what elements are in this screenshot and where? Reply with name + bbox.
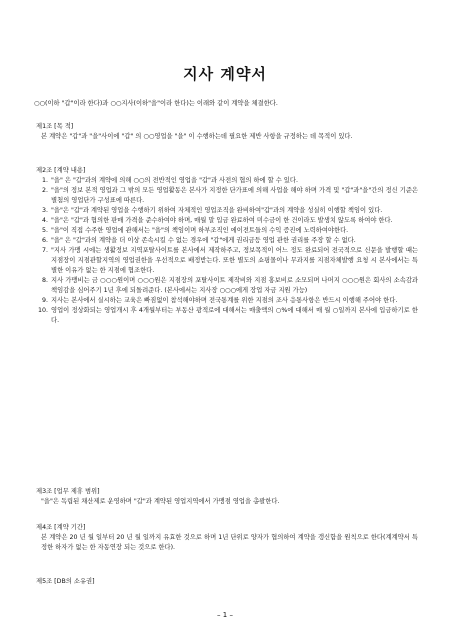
list-item — [36, 186, 418, 206]
item-number: 2. — [41, 187, 48, 194]
article-3-heading: 제3조 [업무 제휴 범위] — [36, 488, 100, 495]
item-number: 5. — [41, 227, 48, 234]
list-item — [36, 236, 418, 246]
item-text: "을" 은 "갑"과의 계약에 의해 ○○의 전반적인 영업을 "갑"과 사전의 협의 하에 할 수 있다. — [51, 177, 298, 184]
page-number: – 1 – — [217, 611, 233, 619]
article-4-heading: 제4조 [계약 기간] — [36, 524, 86, 531]
item-number: 10. — [37, 307, 48, 314]
item-text: 지사는 본사에서 실시하는 교육은 빠짐없이 참석해야하며 전국통계를 위한 지점의 조사 응통사항은 반드시 이행해 주어야 한다. — [51, 297, 398, 304]
item-text: "지사 가맹 시에는 생활정보 지역포탈사이트를 본사에서 제작하주고, 정보목적이 어느 정도 완료되어 전국적으로 신문을 발행할 때는 지점장이 지점관할지역의 영업권한을 우선적으로 배정받는다. 또한 별도의 쇼핑몰이나 무과지를 지점자체발행 요청 시 본사에서는 특별한 이유가 없는 한 지점에 협조한다. — [51, 247, 418, 274]
list-item — [36, 176, 418, 186]
item-text: "을"은 "갑"과 협의한 판매 가격을 준수하여야 하며, 매월 말 입금 완료하여 미수금이 한 건이라도 발생치 않도록 하여야 한다. — [51, 217, 393, 224]
item-text: "을"은 "갑"과 계약된 영업을 수행하기 위하여 자체적인 영업조직을 완비하여"갑"과의 계약을 성실히 이행할 책임이 있다. — [51, 207, 383, 214]
item-text: "을"이 직접 수주한 영업에 관해서는 "을"의 책임이며 하부조직인 에이전트들의 수익 증진에 노력하여야한다. — [51, 227, 349, 234]
list-item — [36, 246, 418, 276]
article-1 — [36, 122, 418, 142]
article-2 — [36, 166, 418, 326]
item-number: 4. — [41, 217, 48, 224]
document-title: 지사 계약서 — [183, 65, 267, 83]
item-number: 6. — [41, 237, 48, 244]
item-number: 8. — [41, 277, 48, 284]
article-3-body: "을"은 독립된 채산제로 운영하며 "갑"과 계약된 영업지역에서 가맹점 영업을 총괄한다. — [41, 498, 280, 505]
item-number: 1. — [41, 177, 48, 184]
list-item — [36, 226, 418, 236]
article-4 — [36, 523, 418, 553]
item-text: 영업이 정상화되는 영업개시 후 4개월부터는 부동산 광적로에 대해서는 매출액의 ○%에 대해서 매 월 ○일까지 본사에 입금하기로 한다. — [51, 307, 418, 324]
article-2-heading: 제2조 [계약 내용] — [36, 167, 86, 174]
item-text: "을" 은 "갑"과의 계약을 더 이상 존속시킬 수 없는 경우에 "갑"에게 권리금등 영업 관한 권리를 주장 할 수 없다. — [51, 237, 356, 244]
article-2-items — [36, 176, 418, 326]
article-5-heading: 제5조 [DB의 소유권] — [36, 578, 95, 585]
item-text: 지사 가맹비는 금 ○○○원이며 ○○○원은 지점장의 포탈사이트 제작비와 지점 홍보비로 소모되며 나머지 ○○○원은 회사의 소속감과 책임감을 심어주기 1년 후에 되돌려준다. (본사에서는 지사장 ○○○에게 장업 자금 지원 가능) — [51, 277, 418, 294]
article-5 — [36, 577, 418, 587]
article-4-body: 본 계약은 20 년 월 일부터 20 년 월 일까지 유효한 것으로 하며 1년 단위로 양자가 협의하여 계약을 갱신함을 원칙으로 한다(계계약서 특정한 하자가 없는 한 자동연장 되는 것으로 한다). — [41, 534, 418, 551]
item-number: 7. — [41, 247, 48, 254]
article-1-body: 본 계약은 "갑"과 "을"사이에 "갑" 의 ○○영업을 "을" 이 수행하는데 필요한 제반 사항을 규정하는 데 목적이 있다. — [41, 133, 353, 140]
list-item — [36, 216, 418, 226]
list-item — [36, 276, 418, 296]
item-number: 9. — [41, 297, 48, 304]
list-item — [36, 206, 418, 216]
article-1-heading: 제1조 [목 적] — [36, 123, 74, 130]
article-3 — [36, 487, 418, 507]
list-item — [36, 296, 418, 306]
list-item — [36, 306, 418, 326]
item-number: 3. — [41, 207, 48, 214]
item-text: "을"의 정보 본적 영업과 그 밖의 모든 영업활동은 본사가 지정한 단가표에 의해 사업을 해야 하며 가격 및 "갑"과"을"간의 정신 기준은 별첨의 영업단가 구성표에 따른다. — [51, 187, 418, 204]
intro-paragraph: ○○(이하 "갑"이라 한다)과 ○○지사(이하"을"이라 한다)는 이래와 같이 계약을 체결한다. — [34, 100, 278, 107]
